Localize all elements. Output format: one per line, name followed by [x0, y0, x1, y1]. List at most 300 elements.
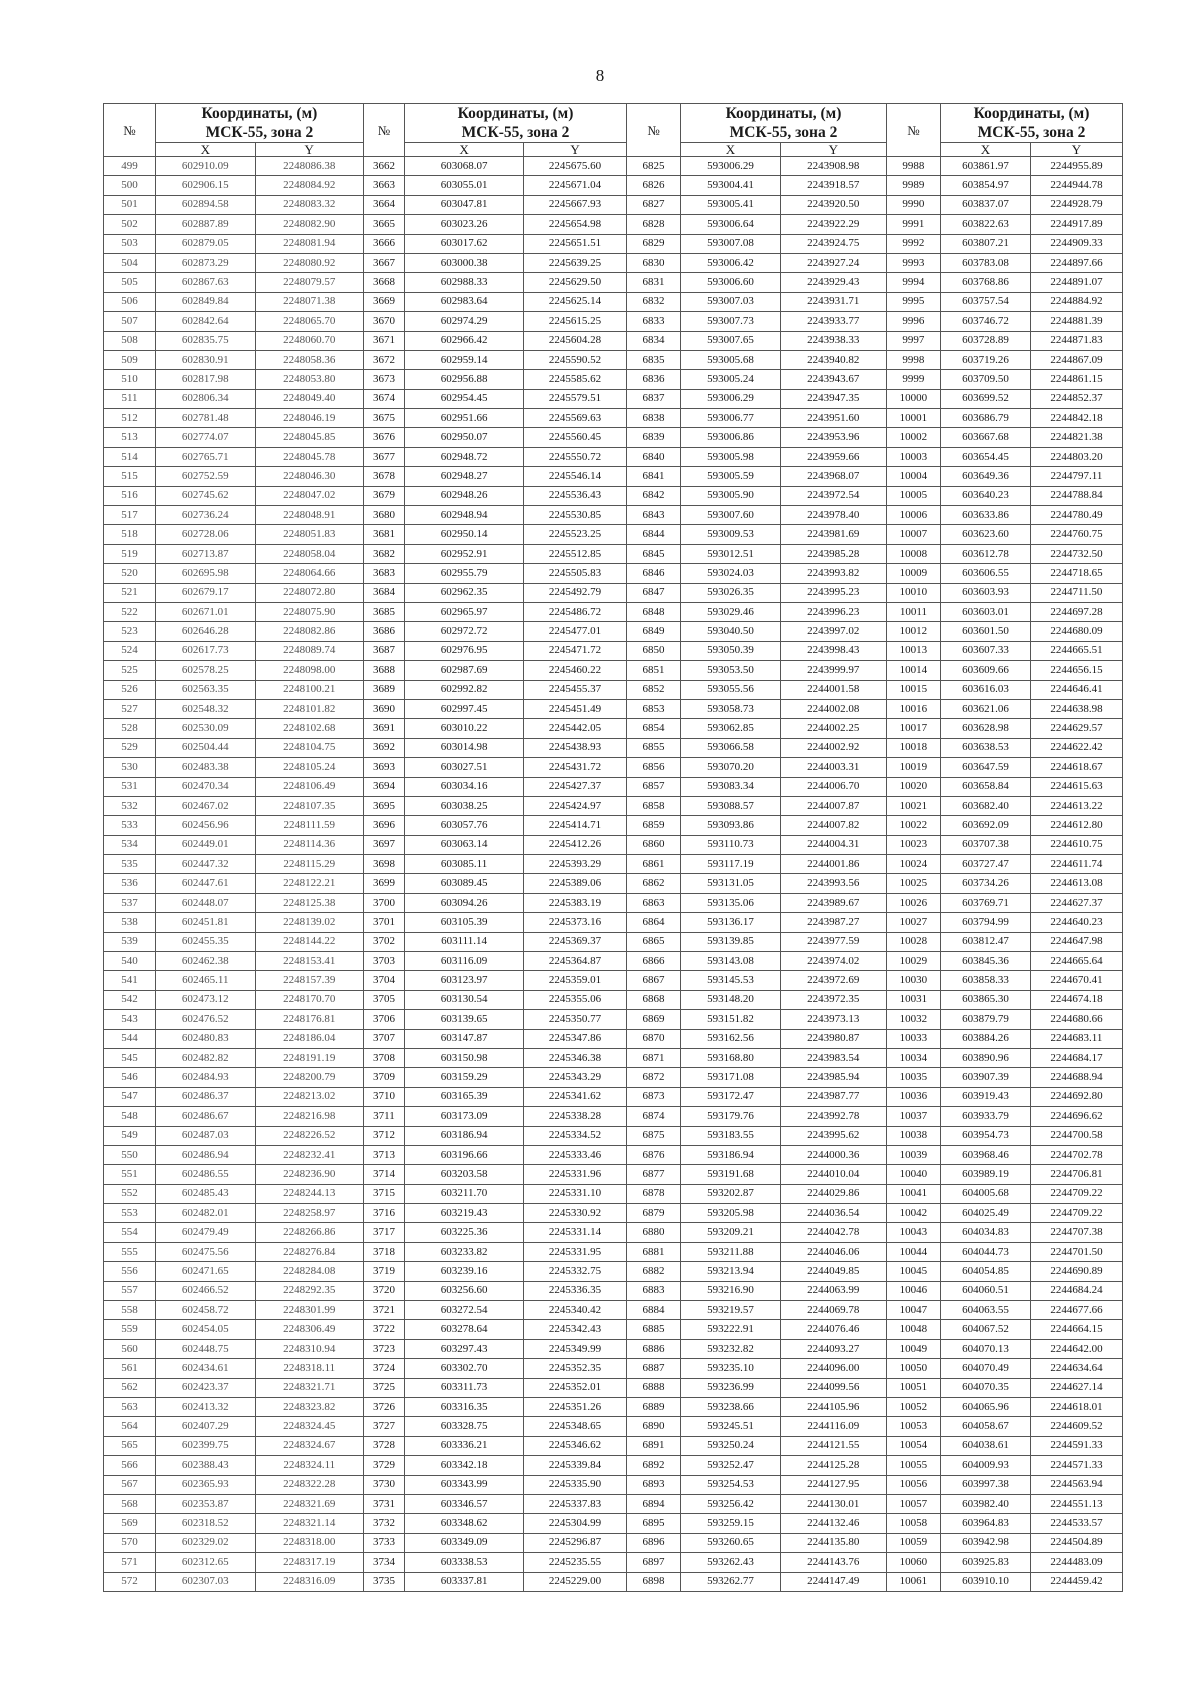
coord-x: 593131.05	[681, 874, 781, 893]
table-header	[104, 104, 1123, 157]
coord-x: 593139.85	[681, 932, 781, 951]
coord-x: 604058.67	[941, 1417, 1031, 1436]
coord-y: 2243997.02	[780, 622, 886, 641]
point-number: 501	[104, 195, 156, 214]
point-number: 6893	[626, 1475, 680, 1494]
point-number: 6882	[626, 1262, 680, 1281]
point-number: 6873	[626, 1087, 680, 1106]
coord-x: 602972.72	[405, 622, 524, 641]
coord-y: 2244609.52	[1030, 1417, 1122, 1436]
coord-x: 602480.83	[155, 1029, 255, 1048]
coord-x: 593093.86	[681, 816, 781, 835]
coord-x: 602451.81	[155, 913, 255, 932]
coord-x: 602752.59	[155, 467, 255, 486]
coord-x: 602887.89	[155, 215, 255, 234]
coord-x: 602466.52	[155, 1281, 255, 1300]
coord-x: 602486.55	[155, 1165, 255, 1184]
point-number: 10006	[886, 506, 940, 525]
table-row	[104, 952, 1123, 971]
coord-y: 2248058.36	[255, 350, 363, 369]
coord-x: 593026.35	[681, 583, 781, 602]
point-number: 567	[104, 1475, 156, 1494]
coord-x: 603854.97	[941, 176, 1031, 195]
coord-x: 603942.98	[941, 1533, 1031, 1552]
coord-y: 2243972.69	[780, 971, 886, 990]
point-number: 6871	[626, 1048, 680, 1067]
coord-x: 603014.98	[405, 738, 524, 757]
coord-y: 2248049.40	[255, 389, 363, 408]
table-row	[104, 195, 1123, 214]
coord-y: 2248216.98	[255, 1107, 363, 1126]
coord-x: 603225.36	[405, 1223, 524, 1242]
point-number: 517	[104, 506, 156, 525]
point-number: 531	[104, 777, 156, 796]
point-number: 6888	[626, 1378, 680, 1397]
point-number: 3699	[363, 874, 404, 893]
point-number: 551	[104, 1165, 156, 1184]
point-number: 3664	[363, 195, 404, 214]
coord-y: 2243998.43	[780, 641, 886, 660]
coord-x: 602695.98	[155, 564, 255, 583]
coord-y: 2244638.98	[1030, 699, 1122, 718]
coord-x: 602471.65	[155, 1262, 255, 1281]
point-number: 6885	[626, 1320, 680, 1339]
coord-x: 603139.65	[405, 1010, 524, 1029]
coord-y: 2248072.80	[255, 583, 363, 602]
point-number: 562	[104, 1378, 156, 1397]
coord-y: 2244680.09	[1030, 622, 1122, 641]
coord-y: 2243953.96	[780, 428, 886, 447]
coord-y: 2248236.90	[255, 1165, 363, 1184]
point-number: 10027	[886, 913, 940, 932]
coord-y: 2245355.06	[524, 990, 627, 1009]
coord-x: 603085.11	[405, 855, 524, 874]
point-number: 546	[104, 1068, 156, 1087]
coord-y: 2248310.94	[255, 1339, 363, 1358]
point-number: 10056	[886, 1475, 940, 1494]
coord-y: 2248191.19	[255, 1048, 363, 1067]
coord-x: 602842.64	[155, 312, 255, 331]
point-number: 508	[104, 331, 156, 350]
point-number: 10032	[886, 1010, 940, 1029]
coord-y: 2245352.01	[524, 1378, 627, 1397]
coord-x: 593135.06	[681, 893, 781, 912]
coord-x: 603017.62	[405, 234, 524, 253]
point-number: 563	[104, 1398, 156, 1417]
table-row	[104, 1553, 1123, 1572]
point-number: 6840	[626, 447, 680, 466]
coord-y: 2244780.49	[1030, 506, 1122, 525]
point-number: 3669	[363, 292, 404, 311]
point-number: 10034	[886, 1048, 940, 1067]
point-number: 10041	[886, 1184, 940, 1203]
coord-y: 2245229.00	[524, 1572, 627, 1591]
coord-x: 593136.17	[681, 913, 781, 932]
coord-y: 2245335.90	[524, 1475, 627, 1494]
point-number: 10014	[886, 661, 940, 680]
coord-x: 602530.09	[155, 719, 255, 738]
point-number: 570	[104, 1533, 156, 1552]
coord-y: 2248266.86	[255, 1223, 363, 1242]
coord-x: 603649.36	[941, 467, 1031, 486]
point-number: 9994	[886, 273, 940, 292]
coord-x: 593219.57	[681, 1301, 781, 1320]
coord-y: 2248244.13	[255, 1184, 363, 1203]
coord-x: 593005.24	[681, 370, 781, 389]
coord-y: 2244042.78	[780, 1223, 886, 1242]
header-coords: Координаты, (м) МСК-55, зона 2	[681, 104, 887, 143]
coord-y: 2244002.08	[780, 699, 886, 718]
coord-y: 2243985.28	[780, 544, 886, 563]
point-number: 10037	[886, 1107, 940, 1126]
coord-y: 2244003.31	[780, 758, 886, 777]
coord-x: 593007.73	[681, 312, 781, 331]
point-number: 3708	[363, 1048, 404, 1067]
coord-x: 602365.93	[155, 1475, 255, 1494]
coord-x: 593179.76	[681, 1107, 781, 1126]
point-number: 9996	[886, 312, 940, 331]
point-number: 6826	[626, 176, 680, 195]
coord-x: 602465.11	[155, 971, 255, 990]
point-number: 10061	[886, 1572, 940, 1591]
point-number: 10054	[886, 1436, 940, 1455]
coord-x: 602388.43	[155, 1456, 255, 1475]
coord-x: 602997.45	[405, 699, 524, 718]
coord-x: 593006.29	[681, 389, 781, 408]
coord-y: 2244909.33	[1030, 234, 1122, 253]
coord-x: 593172.47	[681, 1087, 781, 1106]
coord-y: 2244613.08	[1030, 874, 1122, 893]
coord-y: 2244867.09	[1030, 350, 1122, 369]
coord-x: 602671.01	[155, 602, 255, 621]
table-row	[104, 157, 1123, 176]
coord-y: 2243995.23	[780, 583, 886, 602]
coord-y: 2245339.84	[524, 1456, 627, 1475]
coord-y: 2244640.23	[1030, 913, 1122, 932]
table-row	[104, 428, 1123, 447]
coord-x: 603603.93	[941, 583, 1031, 602]
point-number: 6859	[626, 816, 680, 835]
table-row	[104, 350, 1123, 369]
coord-x: 604065.96	[941, 1398, 1031, 1417]
coord-y: 2243922.29	[780, 215, 886, 234]
point-number: 10047	[886, 1301, 940, 1320]
point-number: 3681	[363, 525, 404, 544]
coord-x: 593259.15	[681, 1514, 781, 1533]
coord-x: 593024.03	[681, 564, 781, 583]
table-row	[104, 331, 1123, 350]
coord-y: 2244105.96	[780, 1398, 886, 1417]
coord-x: 603233.82	[405, 1242, 524, 1261]
coord-y: 2245332.75	[524, 1262, 627, 1281]
point-number: 10031	[886, 990, 940, 1009]
coord-y: 2248317.19	[255, 1553, 363, 1572]
coord-x: 602413.32	[155, 1398, 255, 1417]
coord-y: 2245331.14	[524, 1223, 627, 1242]
table-row	[104, 583, 1123, 602]
point-number: 10012	[886, 622, 940, 641]
coord-y: 2244821.38	[1030, 428, 1122, 447]
table-row	[104, 990, 1123, 1009]
coord-y: 2244917.89	[1030, 215, 1122, 234]
point-number: 556	[104, 1262, 156, 1281]
coord-y: 2245505.83	[524, 564, 627, 583]
point-number: 6898	[626, 1572, 680, 1591]
coord-x: 593151.82	[681, 1010, 781, 1029]
point-number: 3682	[363, 544, 404, 563]
coord-x: 603000.38	[405, 253, 524, 272]
point-number: 3686	[363, 622, 404, 641]
coord-x: 593006.77	[681, 409, 781, 428]
coord-x: 604054.85	[941, 1262, 1031, 1281]
point-number: 558	[104, 1301, 156, 1320]
point-number: 6825	[626, 157, 680, 176]
coord-x: 604070.49	[941, 1359, 1031, 1378]
coord-y: 2245442.05	[524, 719, 627, 738]
coord-y: 2243996.23	[780, 602, 886, 621]
coord-x: 603728.89	[941, 331, 1031, 350]
point-number: 10017	[886, 719, 940, 738]
coord-y: 2245560.45	[524, 428, 627, 447]
coord-x: 603647.59	[941, 758, 1031, 777]
coord-x: 603654.45	[941, 447, 1031, 466]
point-number: 3702	[363, 932, 404, 951]
coord-y: 2244063.99	[780, 1281, 886, 1300]
coord-y: 2244674.18	[1030, 990, 1122, 1009]
point-number: 3707	[363, 1029, 404, 1048]
coord-x: 603925.83	[941, 1553, 1031, 1572]
coord-y: 2244700.58	[1030, 1126, 1122, 1145]
coord-x: 603845.36	[941, 952, 1031, 971]
coord-x: 603890.96	[941, 1048, 1031, 1067]
point-number: 3673	[363, 370, 404, 389]
coord-y: 2244707.38	[1030, 1223, 1122, 1242]
coord-y: 2248157.39	[255, 971, 363, 990]
coord-y: 2244852.37	[1030, 389, 1122, 408]
point-number: 3721	[363, 1301, 404, 1320]
point-number: 3734	[363, 1553, 404, 1572]
point-number: 6849	[626, 622, 680, 641]
coord-y: 2245530.85	[524, 506, 627, 525]
coord-x: 593007.03	[681, 292, 781, 311]
coord-x: 603211.70	[405, 1184, 524, 1203]
point-number: 10060	[886, 1553, 940, 1572]
coord-y: 2245471.72	[524, 641, 627, 660]
coord-y: 2248301.99	[255, 1301, 363, 1320]
point-number: 3717	[363, 1223, 404, 1242]
coord-x: 602987.69	[405, 661, 524, 680]
coord-x: 593256.42	[681, 1494, 781, 1513]
coord-x: 603606.55	[941, 564, 1031, 583]
coord-y: 2244093.27	[780, 1339, 886, 1358]
point-number: 3706	[363, 1010, 404, 1029]
coord-y: 2244125.28	[780, 1456, 886, 1475]
point-number: 3679	[363, 486, 404, 505]
coord-y: 2243918.57	[780, 176, 886, 195]
coord-y: 2243974.02	[780, 952, 886, 971]
point-number: 512	[104, 409, 156, 428]
coord-x: 602617.73	[155, 641, 255, 660]
coord-y: 2248106.49	[255, 777, 363, 796]
coord-x: 602473.12	[155, 990, 255, 1009]
point-number: 10044	[886, 1242, 940, 1261]
point-number: 10003	[886, 447, 940, 466]
coord-y: 2244697.28	[1030, 602, 1122, 621]
coord-y: 2245615.25	[524, 312, 627, 331]
point-number: 6833	[626, 312, 680, 331]
point-number: 505	[104, 273, 156, 292]
point-number: 6830	[626, 253, 680, 272]
coord-x: 603783.08	[941, 253, 1031, 272]
coord-y: 2245350.77	[524, 1010, 627, 1029]
point-number: 3683	[363, 564, 404, 583]
point-number: 6860	[626, 835, 680, 854]
point-number: 3692	[363, 738, 404, 757]
table-row	[104, 1087, 1123, 1106]
coord-x: 603616.03	[941, 680, 1031, 699]
coord-y: 2243938.33	[780, 331, 886, 350]
point-number: 3687	[363, 641, 404, 660]
point-number: 569	[104, 1514, 156, 1533]
coord-y: 2243999.97	[780, 661, 886, 680]
coord-x: 602974.29	[405, 312, 524, 331]
coord-x: 602955.79	[405, 564, 524, 583]
table-row	[104, 1223, 1123, 1242]
coord-y: 2245336.35	[524, 1281, 627, 1300]
point-number: 6854	[626, 719, 680, 738]
coord-x: 603186.94	[405, 1126, 524, 1145]
coord-x: 603682.40	[941, 796, 1031, 815]
coord-x: 602983.64	[405, 292, 524, 311]
point-number: 568	[104, 1494, 156, 1513]
coord-x: 603055.01	[405, 176, 524, 195]
coord-y: 2244551.13	[1030, 1494, 1122, 1513]
coord-x: 593213.94	[681, 1262, 781, 1281]
table-row	[104, 874, 1123, 893]
coord-y: 2245333.46	[524, 1145, 627, 1164]
coord-y: 2245536.43	[524, 486, 627, 505]
coord-x: 593040.50	[681, 622, 781, 641]
coord-x: 602988.33	[405, 273, 524, 292]
coord-x: 593205.98	[681, 1204, 781, 1223]
coord-x: 603699.52	[941, 389, 1031, 408]
coord-y: 2243981.69	[780, 525, 886, 544]
coord-x: 602467.02	[155, 796, 255, 815]
coord-y: 2248046.30	[255, 467, 363, 486]
coord-x: 603658.84	[941, 777, 1031, 796]
coord-y: 2248065.70	[255, 312, 363, 331]
coord-x: 593005.90	[681, 486, 781, 505]
point-number: 6870	[626, 1029, 680, 1048]
coord-x: 602952.91	[405, 544, 524, 563]
point-number: 6839	[626, 428, 680, 447]
coord-y: 2248258.97	[255, 1204, 363, 1223]
point-number: 6877	[626, 1165, 680, 1184]
coord-y: 2245414.71	[524, 816, 627, 835]
table-row	[104, 641, 1123, 660]
coord-y: 2243929.43	[780, 273, 886, 292]
coord-y: 2243943.67	[780, 370, 886, 389]
table-row	[104, 1010, 1123, 1029]
coord-x: 603954.73	[941, 1126, 1031, 1145]
point-number: 9999	[886, 370, 940, 389]
point-number: 10036	[886, 1087, 940, 1106]
coord-y: 2244147.49	[780, 1572, 886, 1591]
table-row	[104, 816, 1123, 835]
point-number: 6896	[626, 1533, 680, 1552]
coord-y: 2245341.62	[524, 1087, 627, 1106]
point-number: 10013	[886, 641, 940, 660]
coord-x: 593006.60	[681, 273, 781, 292]
header-y: Y	[524, 143, 627, 157]
point-number: 3693	[363, 758, 404, 777]
coord-x: 603328.75	[405, 1417, 524, 1436]
point-number: 6858	[626, 796, 680, 815]
point-number: 3705	[363, 990, 404, 1009]
coord-x: 604063.55	[941, 1301, 1031, 1320]
coord-x: 602448.07	[155, 893, 255, 912]
point-number: 3696	[363, 816, 404, 835]
coord-x: 603159.29	[405, 1068, 524, 1087]
point-number: 3668	[363, 273, 404, 292]
point-number: 3735	[363, 1572, 404, 1591]
point-number: 10001	[886, 409, 940, 428]
point-number: 3670	[363, 312, 404, 331]
table-row	[104, 855, 1123, 874]
point-number: 549	[104, 1126, 156, 1145]
point-number: 9991	[886, 215, 940, 234]
table-row	[104, 1048, 1123, 1067]
table-row	[104, 312, 1123, 331]
coord-y: 2243931.71	[780, 292, 886, 311]
coord-y: 2244670.41	[1030, 971, 1122, 990]
point-number: 3690	[363, 699, 404, 718]
point-number: 3713	[363, 1145, 404, 1164]
table-row	[104, 1456, 1123, 1475]
point-number: 506	[104, 292, 156, 311]
coord-y: 2245625.14	[524, 292, 627, 311]
table-row	[104, 525, 1123, 544]
point-number: 3688	[363, 661, 404, 680]
coord-x: 602462.38	[155, 952, 255, 971]
coord-y: 2248232.41	[255, 1145, 363, 1164]
coord-y: 2248102.68	[255, 719, 363, 738]
header-coords: Координаты, (м) МСК-55, зона 2	[405, 104, 627, 143]
point-number: 540	[104, 952, 156, 971]
point-number: 10007	[886, 525, 940, 544]
coord-y: 2245671.04	[524, 176, 627, 195]
point-number: 538	[104, 913, 156, 932]
coord-y: 2244007.82	[780, 816, 886, 835]
coord-x: 603858.33	[941, 971, 1031, 990]
point-number: 6892	[626, 1456, 680, 1475]
table-row	[104, 1378, 1123, 1397]
point-number: 519	[104, 544, 156, 563]
coord-y: 2244029.86	[780, 1184, 886, 1203]
point-number: 3671	[363, 331, 404, 350]
coord-x: 604005.68	[941, 1184, 1031, 1203]
coord-y: 2244627.14	[1030, 1378, 1122, 1397]
point-number: 6834	[626, 331, 680, 350]
coord-y: 2244132.46	[780, 1514, 886, 1533]
coord-x: 603297.43	[405, 1339, 524, 1358]
point-number: 10038	[886, 1126, 940, 1145]
table-row	[104, 215, 1123, 234]
coord-y: 2248323.82	[255, 1398, 363, 1417]
coord-y: 2245451.49	[524, 699, 627, 718]
coord-x: 602948.72	[405, 447, 524, 466]
point-number: 9990	[886, 195, 940, 214]
